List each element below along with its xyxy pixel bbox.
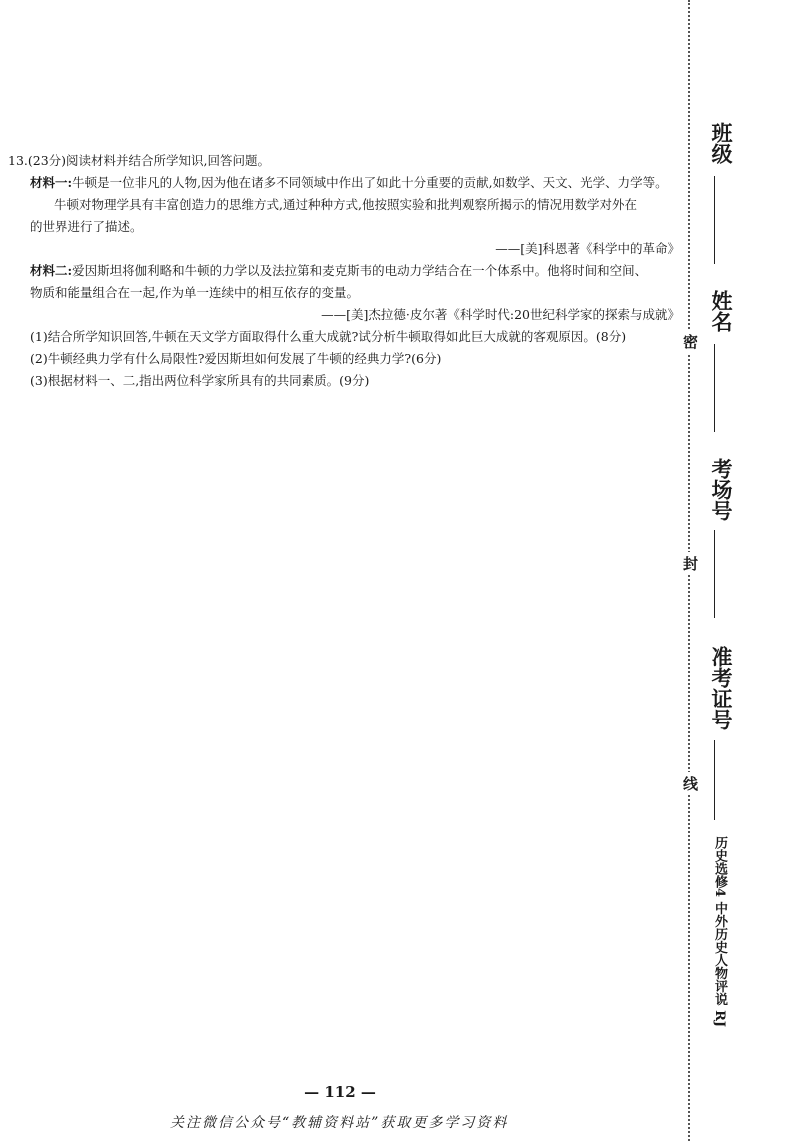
footer-watermark-note: 关注微信公众号“教辅资料站”获取更多学习资料 <box>170 1115 509 1131</box>
material-1-source: ——[美]科恩著《科学中的革命》 <box>495 241 680 256</box>
sub-question-1: (1)结合所学知识回答,牛顿在天文学方面取得什么重大成就?试分析牛顿取得如此巨大成就的客观原因。(8分) <box>30 329 627 344</box>
material-2-label: 材料二: <box>30 263 73 278</box>
ticket-field-blank <box>714 740 715 820</box>
room-field-label: 考场号 <box>709 458 734 521</box>
class-field-label: 班级 <box>709 122 734 164</box>
question-head: 13.(23分)阅读材料并结合所学知识,回答问题。 <box>8 153 271 168</box>
ticket-field-label: 准考证号 <box>709 646 734 730</box>
page-number: — 112 — <box>304 1083 376 1101</box>
material-1-line-1 <box>8 172 680 194</box>
seal-word-xian: 线 <box>680 772 701 795</box>
material-1-label: 材料一: <box>30 175 73 190</box>
material-2-text-1: 爱因斯坦将伽利略和牛顿的力学以及法拉第和麦克斯韦的电动力学结合在一个体系中。他将时间和空间、 <box>72 263 648 278</box>
material-1-text-1: 牛顿是一位非凡的人物,因为他在诸多不同领域中作出了如此十分重要的贡献,如数学、天文、光学、力学等。 <box>72 175 668 190</box>
seal-word-mi: 密 <box>680 330 701 353</box>
seal-word-feng: 封 <box>680 552 701 575</box>
material-1-line-3: 的世界进行了描述。 <box>30 219 143 234</box>
material-2-line-2: 物质和能量组合在一起,作为单一连续中的相互依存的变量。 <box>30 285 359 300</box>
name-field-label: 姓名 <box>709 290 734 332</box>
material-1-line-2: 牛顿对物理学具有丰富创造力的思维方式,通过种种方式,他按照实验和批判观察所揭示的情况用数学对外在 <box>54 197 637 212</box>
sub-question-2: (2)牛顿经典力学有什么局限性?爱因斯坦如何发展了牛顿的经典力学?(6分) <box>30 351 442 366</box>
sub-question-3: (3)根据材料一、二,指出两位科学家所具有的共同素质。(9分) <box>30 373 370 388</box>
course-info: 历史选修4 中外历史人物评说 RJ <box>712 836 727 1028</box>
room-field-blank <box>714 530 715 618</box>
material-2-source: ——[美]杰拉德·皮尔著《科学时代:20世纪科学家的探索与成就》 <box>321 307 680 322</box>
class-field-blank <box>714 176 715 264</box>
name-field-blank <box>714 344 715 432</box>
material-2-line-1 <box>8 260 680 282</box>
question-13 <box>8 150 680 392</box>
